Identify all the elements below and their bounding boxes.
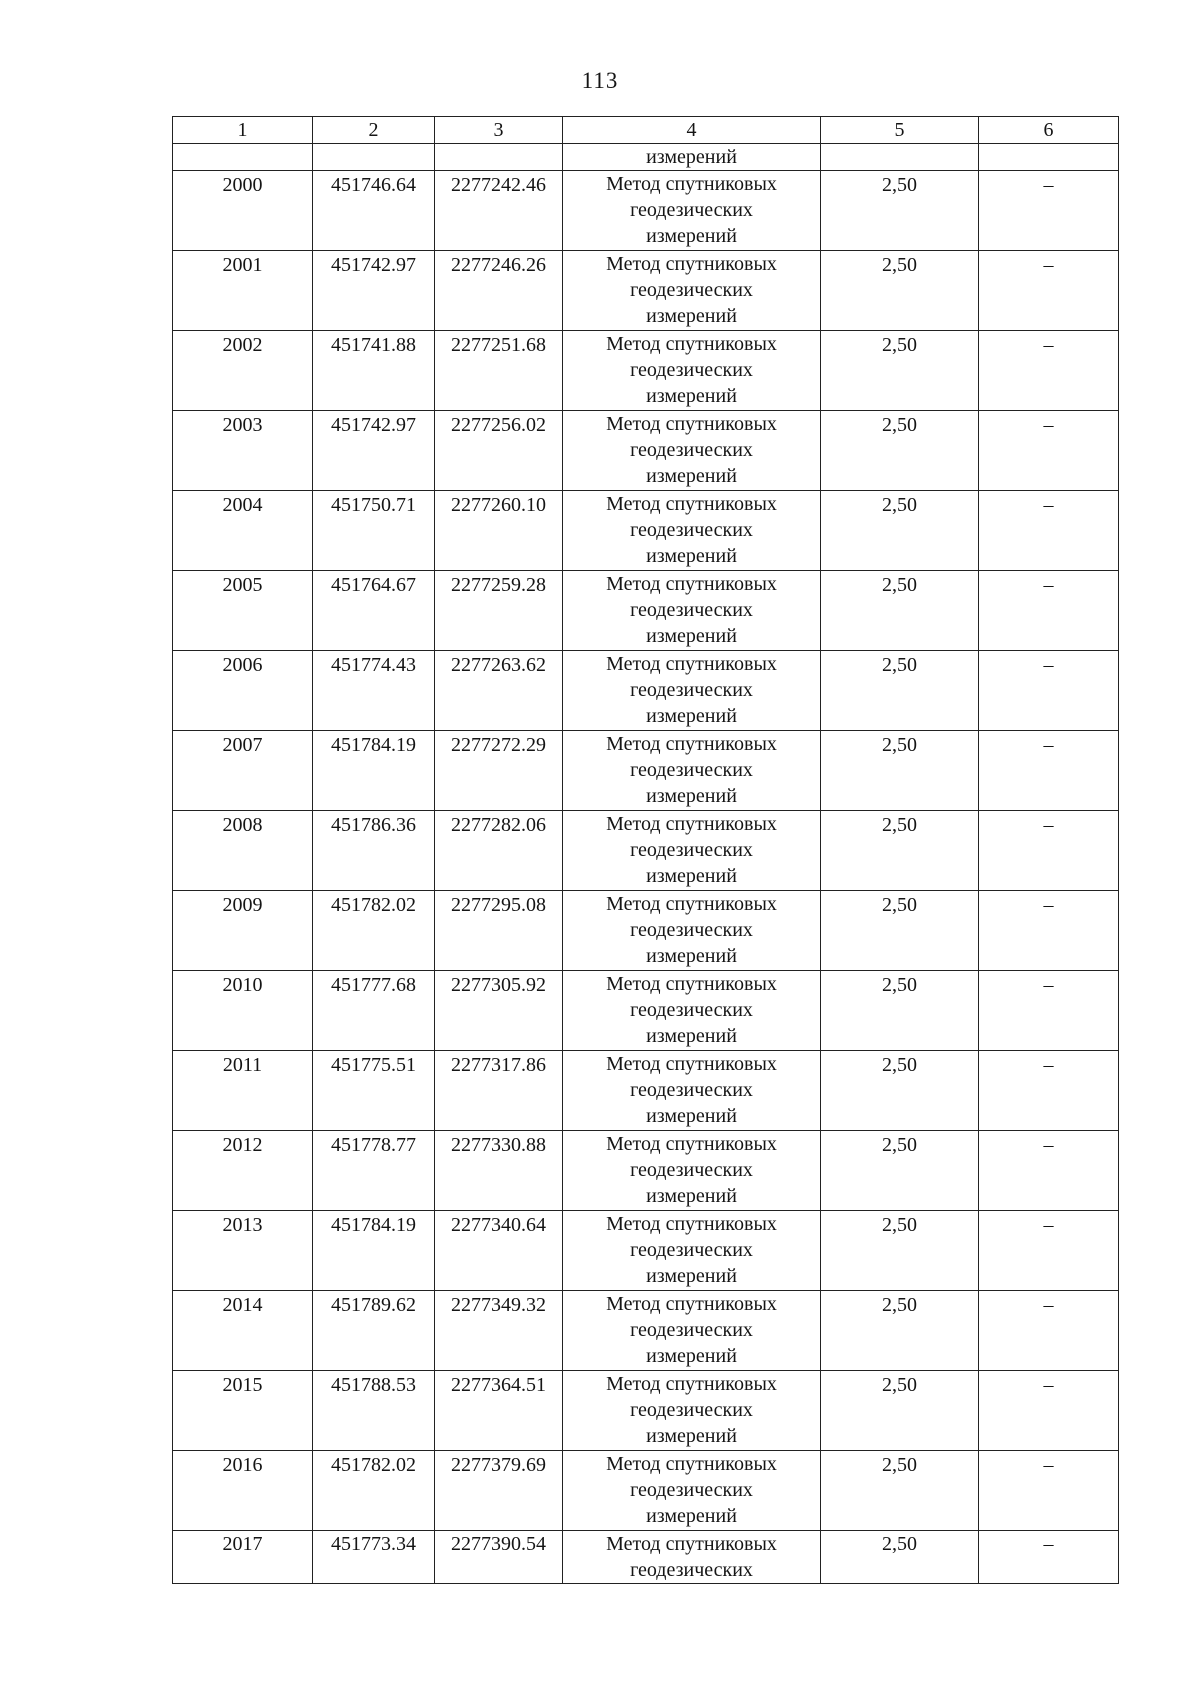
x-coordinate-cell: 451777.68 <box>313 971 435 1051</box>
method-text: Метод спутниковых <box>606 973 777 995</box>
empty-cell <box>979 144 1119 171</box>
accuracy-cell: 2,50 <box>821 1051 979 1131</box>
x-coordinate-cell: 451782.02 <box>313 1451 435 1531</box>
table-row <box>173 1531 1119 1584</box>
method-text: Метод спутниковых <box>606 573 777 595</box>
method-text: геодезических <box>630 1479 753 1501</box>
y-coordinate-cell: 2277330.88 <box>435 1131 563 1211</box>
y-coordinate-cell: 2277242.46 <box>435 171 563 251</box>
table-row <box>173 971 1119 1051</box>
method-cell <box>563 411 821 491</box>
note-cell: – <box>979 1531 1119 1584</box>
note-cell: – <box>979 571 1119 651</box>
note-cell: – <box>979 1291 1119 1371</box>
method-text: геодезических <box>630 919 753 941</box>
point-number-cell: 2003 <box>173 411 313 491</box>
point-number-cell: 2016 <box>173 1451 313 1531</box>
table-row <box>173 1451 1119 1531</box>
accuracy-cell: 2,50 <box>821 971 979 1051</box>
table-row <box>173 571 1119 651</box>
point-number-cell: 2006 <box>173 651 313 731</box>
note-cell: – <box>979 971 1119 1051</box>
method-text: Метод спутниковых <box>606 1373 777 1395</box>
y-coordinate-cell: 2277272.29 <box>435 731 563 811</box>
point-number-cell: 2011 <box>173 1051 313 1131</box>
method-text: Метод спутниковых <box>606 333 777 355</box>
y-coordinate-cell: 2277259.28 <box>435 571 563 651</box>
note-cell: – <box>979 731 1119 811</box>
method-text: геодезических <box>630 759 753 781</box>
accuracy-cell: 2,50 <box>821 651 979 731</box>
x-coordinate-cell: 451741.88 <box>313 331 435 411</box>
note-cell: – <box>979 1131 1119 1211</box>
y-coordinate-cell: 2277295.08 <box>435 891 563 971</box>
coordinates-table <box>172 116 1119 1584</box>
x-coordinate-cell: 451786.36 <box>313 811 435 891</box>
method-cell <box>563 1371 821 1451</box>
note-cell: – <box>979 651 1119 731</box>
method-text: Метод спутниковых <box>606 1453 777 1475</box>
note-cell: – <box>979 1051 1119 1131</box>
method-text: Метод спутниковых <box>606 1213 777 1235</box>
accuracy-cell: 2,50 <box>821 491 979 571</box>
note-cell: – <box>979 811 1119 891</box>
method-cell <box>563 331 821 411</box>
method-text: Метод спутниковых <box>606 253 777 275</box>
x-coordinate-cell: 451764.67 <box>313 571 435 651</box>
point-number-cell: 2012 <box>173 1131 313 1211</box>
method-text: Метод спутниковых <box>606 893 777 915</box>
method-text: измерений <box>646 1185 737 1207</box>
point-number-cell: 2001 <box>173 251 313 331</box>
table-row <box>173 1051 1119 1131</box>
note-cell: – <box>979 1451 1119 1531</box>
x-coordinate-cell: 451746.64 <box>313 171 435 251</box>
method-text: геодезических <box>630 519 753 541</box>
accuracy-cell: 2,50 <box>821 251 979 331</box>
header-cell: 2 <box>313 117 435 144</box>
method-text: измерений <box>646 465 737 487</box>
method-cell <box>563 1451 821 1531</box>
table-row <box>173 1291 1119 1371</box>
y-coordinate-cell: 2277379.69 <box>435 1451 563 1531</box>
method-cell <box>563 731 821 811</box>
method-text: измерений <box>646 385 737 407</box>
empty-cell <box>313 144 435 171</box>
point-number-cell: 2015 <box>173 1371 313 1451</box>
method-text: Метод спутниковых <box>606 1053 777 1075</box>
method-text: геодезических <box>630 1079 753 1101</box>
method-text: измерений <box>646 1025 737 1047</box>
table-row <box>173 1211 1119 1291</box>
accuracy-cell: 2,50 <box>821 571 979 651</box>
x-coordinate-cell: 451774.43 <box>313 651 435 731</box>
note-cell: – <box>979 411 1119 491</box>
method-cell <box>563 571 821 651</box>
method-text: геодезических <box>630 839 753 861</box>
header-cell: 3 <box>435 117 563 144</box>
accuracy-cell: 2,50 <box>821 171 979 251</box>
note-cell: – <box>979 1211 1119 1291</box>
method-text: геодезических <box>630 999 753 1021</box>
method-text: геодезических <box>630 1239 753 1261</box>
table-row <box>173 731 1119 811</box>
x-coordinate-cell: 451773.34 <box>313 1531 435 1584</box>
method-text: Метод спутниковых <box>606 173 777 195</box>
accuracy-cell: 2,50 <box>821 411 979 491</box>
note-cell: – <box>979 331 1119 411</box>
accuracy-cell: 2,50 <box>821 1371 979 1451</box>
accuracy-cell: 2,50 <box>821 731 979 811</box>
accuracy-cell: 2,50 <box>821 1131 979 1211</box>
method-text: геодезических <box>630 599 753 621</box>
y-coordinate-cell: 2277390.54 <box>435 1531 563 1584</box>
x-coordinate-cell: 451789.62 <box>313 1291 435 1371</box>
method-cell <box>563 811 821 891</box>
x-coordinate-cell: 451775.51 <box>313 1051 435 1131</box>
point-number-cell: 2017 <box>173 1531 313 1584</box>
method-text: измерений <box>646 945 737 967</box>
empty-cell <box>435 144 563 171</box>
x-coordinate-cell: 451788.53 <box>313 1371 435 1451</box>
method-text: Метод спутниковых <box>606 493 777 515</box>
method-text: измерений <box>646 1265 737 1287</box>
table-row <box>173 171 1119 251</box>
x-coordinate-cell: 451784.19 <box>313 1211 435 1291</box>
note-cell: – <box>979 171 1119 251</box>
accuracy-cell: 2,50 <box>821 811 979 891</box>
y-coordinate-cell: 2277263.62 <box>435 651 563 731</box>
x-coordinate-cell: 451750.71 <box>313 491 435 571</box>
method-text: измерений <box>646 625 737 647</box>
accuracy-cell: 2,50 <box>821 331 979 411</box>
point-number-cell: 2007 <box>173 731 313 811</box>
x-coordinate-cell: 451742.97 <box>313 251 435 331</box>
accuracy-cell: 2,50 <box>821 1531 979 1584</box>
method-text: Метод спутниковых <box>606 413 777 435</box>
method-cell <box>563 1131 821 1211</box>
method-text: измерений <box>646 1345 737 1367</box>
continuation-row <box>173 144 1119 171</box>
method-text: геодезических <box>630 1159 753 1181</box>
method-text: измерений <box>646 1425 737 1447</box>
empty-cell <box>173 144 313 171</box>
y-coordinate-cell: 2277364.51 <box>435 1371 563 1451</box>
method-text: геодезических <box>630 439 753 461</box>
y-coordinate-cell: 2277349.32 <box>435 1291 563 1371</box>
method-text: Метод спутниковых <box>606 1293 777 1315</box>
point-number-cell: 2000 <box>173 171 313 251</box>
method-cell <box>563 251 821 331</box>
method-text: Метод спутниковых <box>606 653 777 675</box>
method-text: Метод спутниковых <box>606 1533 777 1555</box>
header-cell: 6 <box>979 117 1119 144</box>
method-text: измерений <box>646 305 737 327</box>
method-text: геодезических <box>630 1399 753 1421</box>
x-coordinate-cell: 451782.02 <box>313 891 435 971</box>
method-text: измерений <box>646 705 737 727</box>
continued-method-cell: измерений <box>563 144 821 171</box>
method-cell <box>563 1211 821 1291</box>
table-row <box>173 491 1119 571</box>
method-cell <box>563 171 821 251</box>
note-cell: – <box>979 251 1119 331</box>
accuracy-cell: 2,50 <box>821 1291 979 1371</box>
header-cell: 1 <box>173 117 313 144</box>
y-coordinate-cell: 2277260.10 <box>435 491 563 571</box>
point-number-cell: 2002 <box>173 331 313 411</box>
note-cell: – <box>979 891 1119 971</box>
method-text: геодезических <box>630 359 753 381</box>
y-coordinate-cell: 2277282.06 <box>435 811 563 891</box>
page-number: 113 <box>581 68 619 93</box>
header-cell: 5 <box>821 117 979 144</box>
point-number-cell: 2014 <box>173 1291 313 1371</box>
method-cell <box>563 1531 821 1584</box>
method-cell <box>563 1291 821 1371</box>
method-text: измерений <box>646 545 737 567</box>
note-cell: – <box>979 491 1119 571</box>
table-row <box>173 331 1119 411</box>
empty-cell <box>821 144 979 171</box>
table-row <box>173 1371 1119 1451</box>
table-row <box>173 651 1119 731</box>
table-row <box>173 891 1119 971</box>
method-text: геодезических <box>630 1319 753 1341</box>
method-text: измерений <box>646 865 737 887</box>
y-coordinate-cell: 2277340.64 <box>435 1211 563 1291</box>
method-cell <box>563 491 821 571</box>
table-row <box>173 811 1119 891</box>
point-number-cell: 2008 <box>173 811 313 891</box>
method-text: Метод спутниковых <box>606 733 777 755</box>
method-text: геодезических <box>630 1559 753 1581</box>
table-row <box>173 411 1119 491</box>
method-text: измерений <box>646 225 737 247</box>
method-text: Метод спутниковых <box>606 1133 777 1155</box>
point-number-cell: 2004 <box>173 491 313 571</box>
method-cell <box>563 1051 821 1131</box>
accuracy-cell: 2,50 <box>821 1211 979 1291</box>
x-coordinate-cell: 451778.77 <box>313 1131 435 1211</box>
method-text: измерений <box>646 1505 737 1527</box>
x-coordinate-cell: 451742.97 <box>313 411 435 491</box>
header-cell: 4 <box>563 117 821 144</box>
method-text: геодезических <box>630 279 753 301</box>
method-cell <box>563 651 821 731</box>
point-number-cell: 2009 <box>173 891 313 971</box>
method-text: измерений <box>646 1105 737 1127</box>
table-row <box>173 1131 1119 1211</box>
accuracy-cell: 2,50 <box>821 891 979 971</box>
table-header-row <box>173 117 1119 144</box>
table-row <box>173 251 1119 331</box>
y-coordinate-cell: 2277256.02 <box>435 411 563 491</box>
method-cell <box>563 971 821 1051</box>
method-text: измерений <box>646 785 737 807</box>
y-coordinate-cell: 2277317.86 <box>435 1051 563 1131</box>
point-number-cell: 2013 <box>173 1211 313 1291</box>
point-number-cell: 2005 <box>173 571 313 651</box>
method-text: геодезических <box>630 199 753 221</box>
y-coordinate-cell: 2277251.68 <box>435 331 563 411</box>
note-cell: – <box>979 1371 1119 1451</box>
y-coordinate-cell: 2277246.26 <box>435 251 563 331</box>
accuracy-cell: 2,50 <box>821 1451 979 1531</box>
method-text: геодезических <box>630 679 753 701</box>
x-coordinate-cell: 451784.19 <box>313 731 435 811</box>
method-text: Метод спутниковых <box>606 813 777 835</box>
method-cell <box>563 891 821 971</box>
y-coordinate-cell: 2277305.92 <box>435 971 563 1051</box>
point-number-cell: 2010 <box>173 971 313 1051</box>
